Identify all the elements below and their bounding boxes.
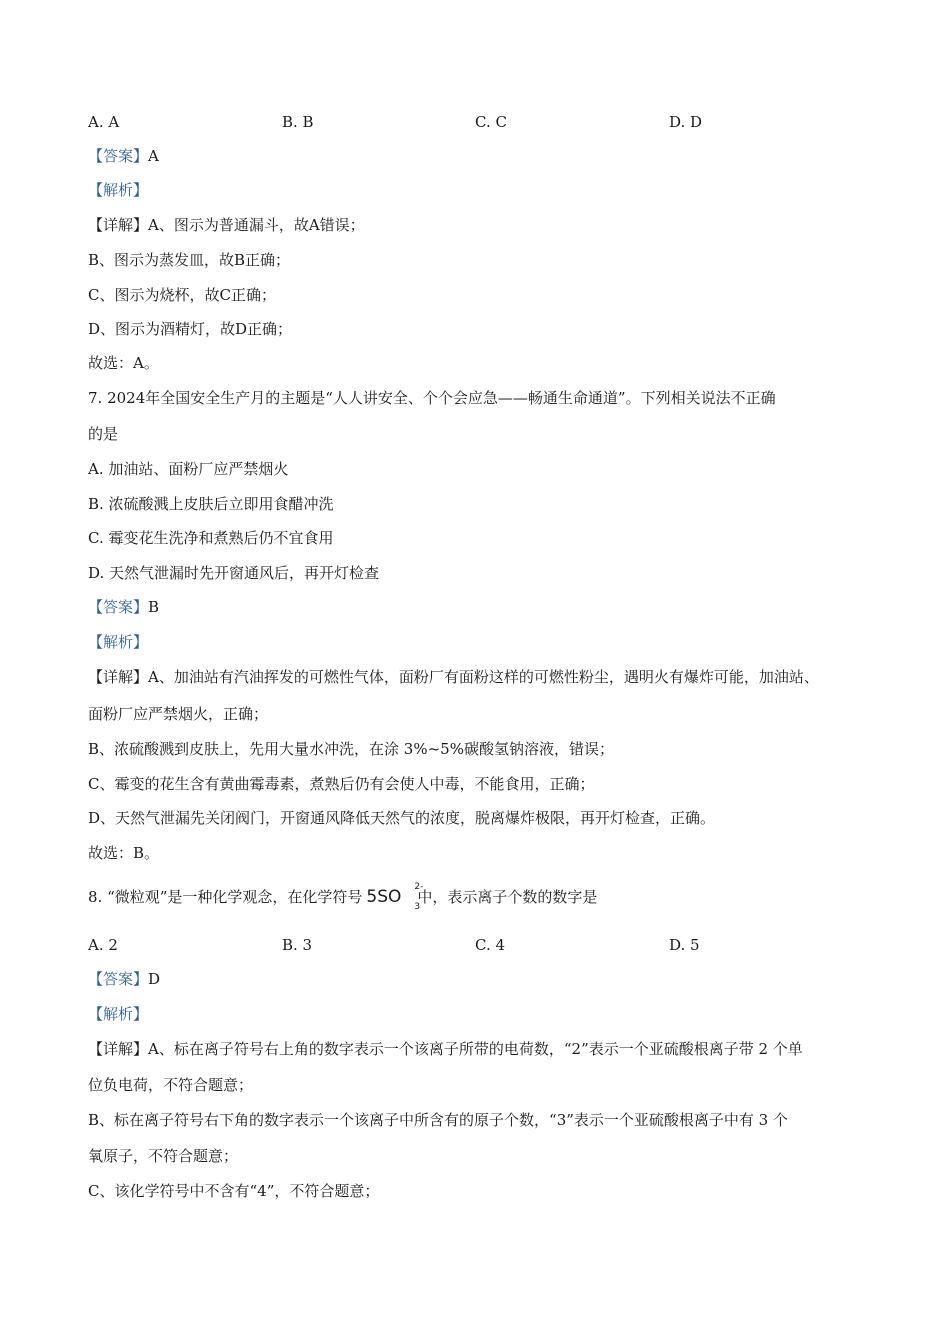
q6-detail-line: B、图示为蒸发皿，故B正确； [88,251,291,269]
answer-value: D [148,970,161,988]
q8-answer [88,969,160,989]
answer-value: A [148,147,159,165]
q6-answer [88,146,159,166]
detail-tag: 【详解】 [88,216,149,234]
q8-stem [88,882,598,912]
answer-tag: 【答案】 [88,970,149,988]
answer-tag: 【答案】 [88,147,149,165]
q7-option-b: B. 浓硫酸溅上皮肤后立即用食醋冲洗 [88,495,334,513]
q8-stem-after: 中，表示离子个数的数字是 [417,888,598,906]
detail-tag: 【详解】 [88,668,149,686]
q6-option-b: B. B [282,113,314,131]
q7-stem: 7. 2024年全国安全生产月的主题是“人人讲安全、个个会应急——畅通生命通道”。下列相关说法不正确 [88,389,776,407]
q8-option-c: C. 4 [475,936,506,954]
q7-answer [88,597,159,617]
detail-tag: 【详解】 [88,1040,149,1058]
q6-detail-line: D、图示为酒精灯，故D正确； [88,320,293,338]
q6-option-c: C. C [475,113,507,131]
detail-text: A、标在离子符号右上角的数字表示一个该离子所带的电荷数，“2”表示一个亚硫酸根离子带 2 个单 [148,1040,803,1058]
q6-analysis-tag: 【解析】 [88,181,149,199]
detail-text: A、图示为普通漏斗，故A错误； [148,216,365,234]
q6-detail-line: C、图示为烧杯，故C正确； [88,286,276,304]
q8-stem-before: 8. “微粒观”是一种化学观念，在化学符号 [88,888,363,906]
detail-text: A、加油站有汽油挥发的可燃性气体，面粉厂有面粉这样的可燃性粉尘，遇明火有爆炸可能，加油站、 [148,668,819,686]
q8-detail-line [88,1039,803,1059]
q7-detail-line [88,667,819,687]
q7-conclusion: 故选：B。 [88,844,160,862]
q7-option-c: C. 霉变花生洗净和煮熟后仍不宜食用 [88,529,334,547]
q6-detail-line [88,215,365,235]
q8-detail-line: B、标在离子符号右下角的数字表示一个该离子中所含有的原子个数，“3”表示一个亚硫酸根离子中有 3 个 [88,1111,788,1129]
q8-option-b: B. 3 [282,936,313,954]
q8-detail-line: 氧原子，不符合题意； [88,1147,239,1165]
q7-detail-line: 面粉厂应严禁烟火，正确； [88,705,269,723]
q7-detail-line: B、浓硫酸溅到皮肤上，先用大量水冲洗，在涂 3%~5%碳酸氢钠溶液，错误； [88,740,614,758]
q8-detail-line: 位负电荷，不符合题意； [88,1076,254,1094]
q6-option-d: D. D [669,113,703,131]
q6-conclusion: 故选：A。 [88,354,159,372]
q7-option-a: A. 加油站、面粉厂应严禁烟火 [88,460,289,478]
q8-analysis-tag: 【解析】 [88,1005,149,1023]
answer-tag: 【答案】 [88,598,149,616]
q8-detail-line: C、该化学符号中不含有“4”，不符合题意； [88,1182,380,1200]
q6-option-a: A. A [88,113,120,131]
formula-subscript: 3 [414,902,421,912]
q7-option-d: D. 天然气泄漏时先开窗通风后，再开灯检查 [88,564,380,582]
answer-value: B [148,598,160,616]
q7-stem-cont: 的是 [88,425,119,443]
formula-base: 5SO [366,887,402,907]
q7-analysis-tag: 【解析】 [88,633,149,651]
q8-option-d: D. 5 [669,936,700,954]
formula-charge: 2- [414,882,424,892]
q8-option-a: A. 2 [88,936,118,954]
chemical-formula [366,882,424,912]
q7-detail-line: C、霉变的花生含有黄曲霉毒素，煮熟后仍有会使人中毒，不能食用，正确； [88,775,595,793]
q7-detail-line: D、天然气泄漏先关闭阀门，开窗通风降低天然气的浓度，脱离爆炸极限，再开灯检查，正确。 [88,809,716,827]
